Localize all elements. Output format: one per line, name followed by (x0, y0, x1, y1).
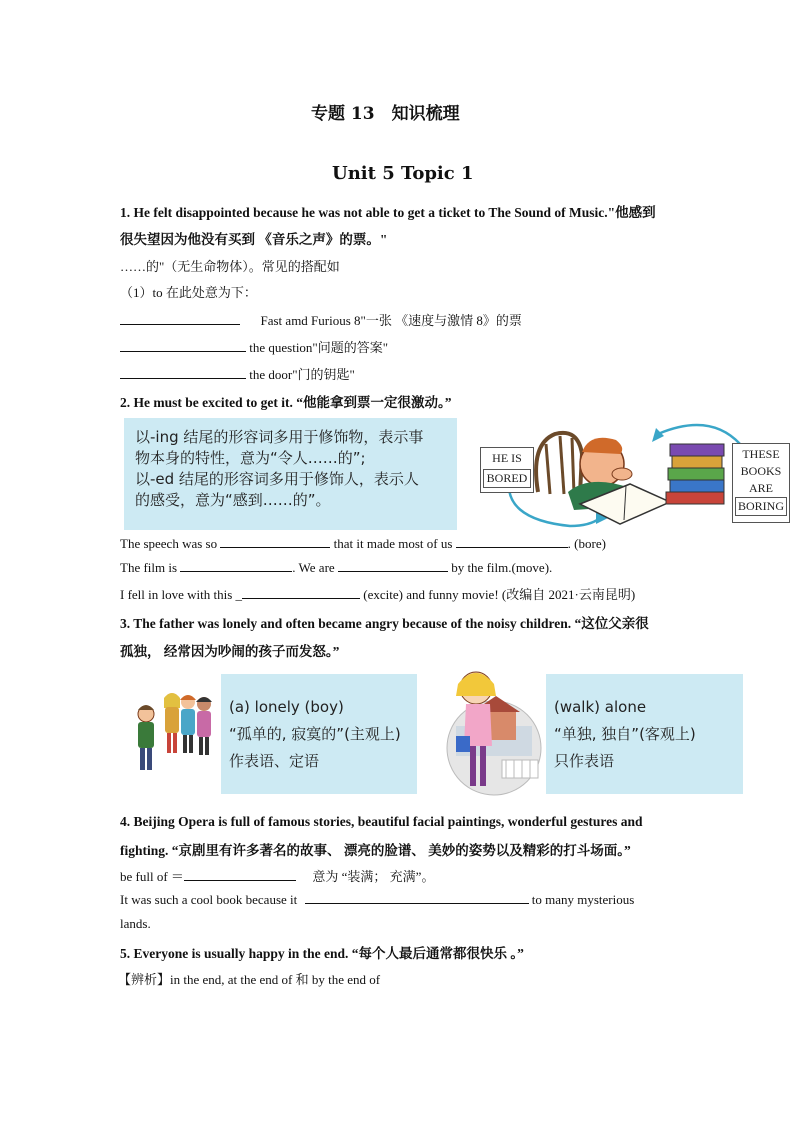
s4-question-2: It was such a cool book because it to many mysterious (120, 892, 635, 907)
box-line: 以-ed 结尾的形容词多用于修饰人，表示人 (135, 470, 419, 488)
answer-blank[interactable] (338, 560, 448, 572)
s4-line2: fighting. “京剧里有许多著名的故事、 漂亮的脸谱、 美妙的姿势以及精彩的打斗场面。” (120, 843, 631, 858)
girl-walking-illustration (446, 666, 542, 802)
ing-ed-explanation-box (124, 418, 457, 530)
answer-blank[interactable] (180, 560, 292, 572)
sign-books-are-boring: THESE BOOKS ARE BORING (732, 443, 790, 523)
s4-question-2-cont: lands. (120, 916, 151, 931)
s3-line2: 孤独， 经常因为吵闹的孩子而发怒。” (120, 644, 340, 659)
s3-line1: 3. The father was lonely and often became angry because of the noisy children. “这位父亲很 (120, 616, 649, 631)
s1-example-2: the question"问题的答案" (120, 337, 388, 356)
box-line: (a) lonely (boy) (229, 698, 344, 716)
unit-heading: Unit 5 Topic 1 (332, 163, 474, 184)
s2-question-1: The speech was so that it made most of us . (bore) (120, 536, 606, 551)
children-group-illustration (132, 684, 218, 780)
answer-blank[interactable] (242, 587, 360, 599)
answer-blank[interactable] (120, 313, 240, 325)
s5-heading: 5. Everyone is usually happy in the end. “每个人最后通常都很快乐 。” (120, 946, 524, 961)
s5-note: 【辨析】in the end, at the end of 和 by the end of (118, 972, 381, 987)
page-title: 专题 13 知识梳理 (311, 104, 460, 124)
alone-explanation-box (546, 674, 743, 794)
s1-line3: ……的"（无生命物体）。常见的搭配如 (120, 259, 340, 274)
box-line: “孤单的, 寂寞的”(主观上) (229, 725, 401, 743)
answer-blank[interactable] (120, 340, 246, 352)
s2-question-3: I fell in love with this _ (excite) and funny movie! (改编自 2021·云南昆明) (120, 587, 636, 602)
sign-he-is-bored: HE IS BORED (480, 447, 534, 493)
box-line: 以-ing 结尾的形容词多用于修饰物，表示事 (135, 428, 424, 446)
answer-blank[interactable] (120, 367, 246, 379)
s1-line4: （1）to 在此处意为下： (120, 285, 257, 300)
box-line: 作表语、定语 (229, 752, 320, 770)
s1-line2: 很失望因为他没有买到 《音乐之声》的票。" (120, 232, 388, 247)
answer-blank[interactable] (184, 869, 296, 881)
s1-example-1: Fast amd Furious 8"一张 《速度与激情 8》的票 (120, 310, 522, 329)
box-line: “单独, 独自”(客观上) (554, 725, 696, 743)
s4-line1: 4. Beijing Opera is full of famous stories, beautiful facial paintings, wonderful gestures and (120, 814, 643, 829)
box-line: 的感受，意为“感到……的”。 (135, 491, 331, 509)
box-line: 物本身的特性，意为“令人……的”; (135, 449, 366, 467)
s2-heading: 2. He must be excited to get it. “他能拿到票一定很激动。” (120, 395, 452, 410)
answer-blank[interactable] (305, 892, 529, 904)
s4-question-1: be full of ＝ 意为 “装满； 充满”。 (120, 869, 435, 884)
box-line: 只作表语 (554, 752, 615, 770)
lonely-explanation-box (221, 674, 417, 794)
answer-blank[interactable] (456, 536, 568, 548)
s2-question-2: The film is . We are by the film.(move). (120, 560, 553, 575)
answer-blank[interactable] (220, 536, 330, 548)
s1-line1: 1. He felt disappointed because he was not able to get a ticket to The Sound of Music."他感到 (120, 205, 656, 220)
box-line: (walk) alone (554, 698, 647, 716)
s1-example-3: the door"门的钥匙" (120, 364, 355, 383)
